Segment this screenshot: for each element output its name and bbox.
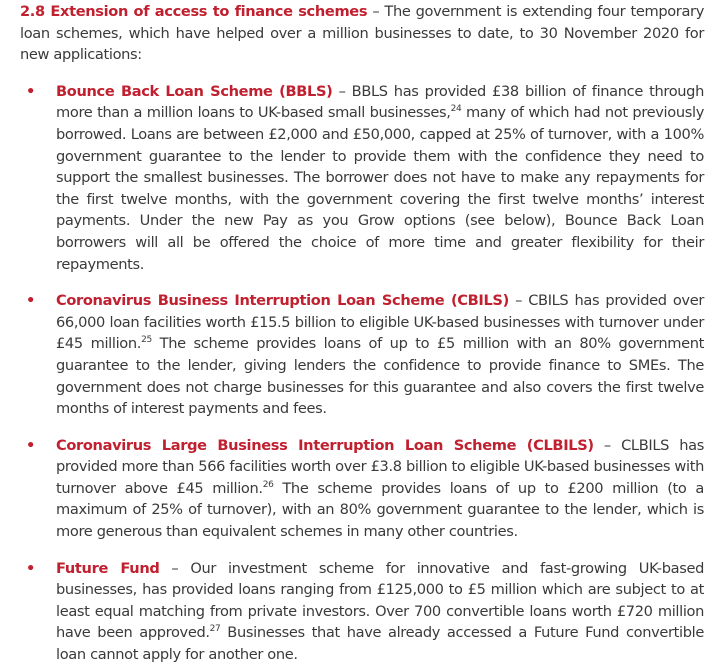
- scheme-item-cbils: [20, 290, 704, 420]
- scheme-list: [20, 81, 704, 666]
- scheme-item-future-fund: [20, 558, 704, 666]
- section-title: Extension of access to finance schemes: [50, 3, 368, 20]
- footnote-ref[interactable]: 24: [450, 104, 462, 115]
- section-intro: [20, 0, 704, 66]
- scheme-text-cont: The scheme provides loans of up to £200 million (to a maximum of 25% of turnover), with an 80% government guarantee to the lender, which is more generous than equivalent schemes in many other countries.: [56, 479, 704, 541]
- scheme-text: – BBLS has provided £38 billion of finance through more than a million loans to UK-based small businesses,: [56, 82, 704, 122]
- bullet-icon: •: [26, 559, 35, 577]
- scheme-text: – CLBILS has provided more than 566 facilities worth over £3.8 billion to eligible UK-based businesses with turnover above £45 million.: [56, 436, 704, 497]
- scheme-text-cont: The scheme provides loans of up to £5 million with an 80% government guarantee to the lender, giving lenders the confidence to provide finance to SMEs. The government does not charge businesses for this guarantee and also covers the first twelve months of interest payments and fees.: [56, 335, 704, 418]
- scheme-name: Future Fund: [56, 559, 160, 577]
- footnote-ref[interactable]: 27: [209, 624, 221, 635]
- scheme-name: Coronavirus Large Business Interruption Loan Scheme (CLBILS): [56, 436, 594, 454]
- scheme-name: Bounce Back Loan Scheme (BBLS): [56, 82, 333, 100]
- scheme-item-bbls: [20, 81, 704, 275]
- scheme-text: – CBILS has provided over 66,000 loan facilities worth £15.5 billion to eligible UK-based businesses with turnover under £45 million.: [56, 292, 704, 353]
- scheme-text-cont: many of which had not previously borrowed. Loans are between £2,000 and £50,000, capped at 25% of turnover, with a 100% government guarantee to the lender to provide them with the confidence they need to support the smallest businesses. The borrower does not have to make any repayments for the first twelve months, with the government covering the first twelve months’ interest payments. Under the new Pay as you Grow options (see below), Bounce Back Loan borrowers will all be offered the choice of more time and greater flexibility for their repayments.: [56, 104, 704, 273]
- bullet-icon: •: [26, 292, 35, 310]
- scheme-text: – Our investment scheme for innovative and fast-growing UK-based businesses, has provided loans ranging from £125,000 to £5 million which are subject to at least equal matching from private investors. Over 700 convertible loans worth £720 million have been approved.: [56, 559, 704, 642]
- section-intro-text: – The government is extending four temporary loan schemes, which have helped over a million businesses to date, to 30 November 2020 for new applications:: [20, 3, 704, 64]
- scheme-text-cont: Businesses that have already accessed a Future Fund convertible loan cannot apply for another one.: [56, 624, 704, 664]
- bullet-icon: •: [26, 82, 35, 100]
- scheme-name: Coronavirus Business Interruption Loan Scheme (CBILS): [56, 292, 509, 310]
- bullet-icon: •: [26, 436, 35, 454]
- section-number: 2.8: [20, 3, 45, 20]
- footnote-ref[interactable]: 25: [141, 335, 152, 346]
- scheme-item-clbils: [20, 435, 704, 543]
- footnote-ref[interactable]: 26: [262, 479, 274, 490]
